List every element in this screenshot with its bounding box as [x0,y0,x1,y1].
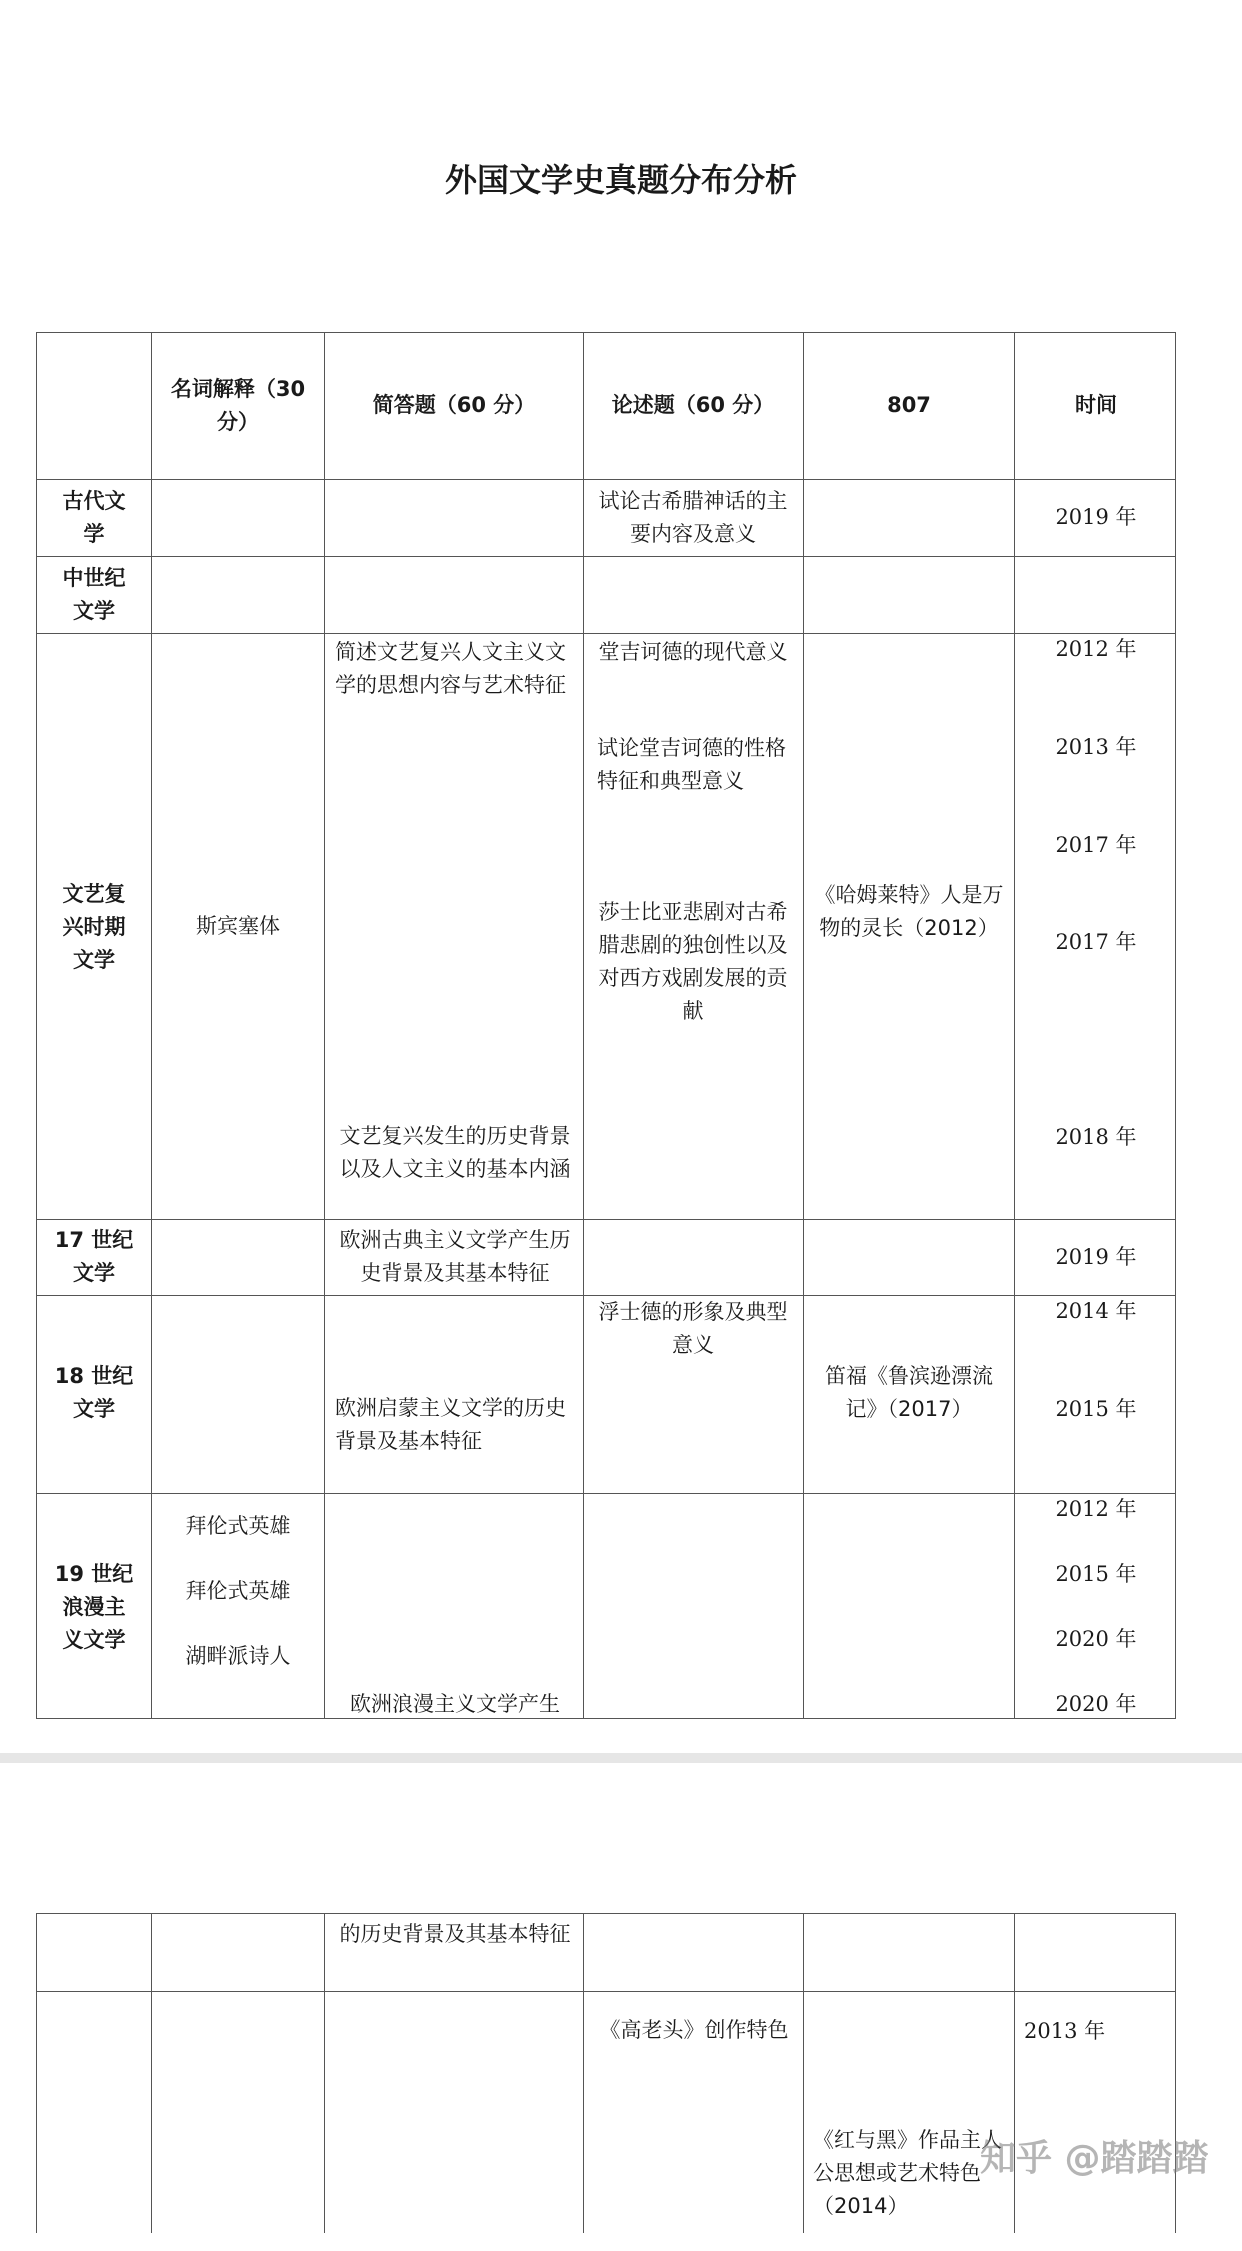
essay-cell: 试论古希腊神话的主要内容及意义 [598,489,788,546]
period-label: 古代文学 [62,489,126,546]
row-continued [37,1914,1175,1991]
period-label: 17 世纪文学 [54,1228,134,1285]
year-cell: 2017 年 [1055,930,1137,954]
year-cell: 2012 年 [1055,1497,1137,1521]
807-cell: 笛福《鲁滨逊漂流记》（2017） [825,1364,993,1421]
page-divider [0,1753,1242,1763]
header-807: 807 [887,393,931,417]
year-cell: 2020 年 [1055,1627,1137,1651]
year-cell: 2013 年 [1024,2019,1106,2043]
period-label: 中世纪文学 [62,566,126,623]
header-short: 简答题（60 分） [372,393,536,417]
row-medieval [37,556,1175,633]
year-cell: 2015 年 [1055,1562,1137,1586]
short-cell: 欧洲古典主义文学产生历史背景及其基本特征 [339,1228,571,1285]
term-cell: 斯宾塞体 [196,914,280,938]
essay-cell: 莎士比亚悲剧对古希腊悲剧的独创性以及对西方戏剧发展的贡献 [598,900,788,1023]
short-cell: 简述文艺复兴人文主义文学的思想内容与艺术特征 [335,640,566,697]
807-cell: 《哈姆莱特》人是万物的灵长（2012） [814,883,1004,940]
row-ancient [37,479,1175,556]
year-cell: 2017 年 [1055,833,1137,857]
essay-cell: 堂吉诃德的现代意义 [598,640,788,664]
year-cell: 2012 年 [1055,637,1137,661]
period-label: 文艺复兴时期文学 [62,882,126,972]
short-cell: 欧洲浪漫主义文学产生 [350,1692,560,1716]
term-cell: 拜伦式英雄 [185,1514,291,1538]
row-renaissance [37,633,1175,1219]
year-cell: 2013 年 [1055,735,1137,759]
row-19th-century-romanticism [37,1493,1175,1720]
term-cell: 拜伦式英雄 [185,1579,291,1603]
header-term: 名词解释（30分） [170,377,306,434]
year-cell: 2014 年 [1055,1299,1137,1323]
header-essay: 论述题（60 分） [611,393,775,417]
header-row [37,333,1175,479]
term-cell: 湖畔派诗人 [185,1644,291,1668]
page-title: 外国文学史真题分布分析 [444,161,797,199]
year-cell: 2015 年 [1055,1397,1137,1421]
short-cell: 欧洲启蒙主义文学的历史背景及基本特征 [335,1396,566,1453]
row-17th-century [37,1219,1175,1295]
exam-table [36,332,1176,1719]
essay-cell: 浮士德的形象及典型意义 [598,1300,788,1357]
row-continued-2 [37,1991,1175,2251]
watermark-text: 知乎 @踏踏踏 [980,2138,1209,2179]
exam-table-continued [36,1913,1176,2233]
period-label: 19 世纪浪漫主义文学 [54,1562,134,1652]
year-cell: 2020 年 [1055,1692,1137,1716]
short-cell: 文艺复兴发生的历史背景以及人文主义的基本内涵 [339,1124,571,1181]
period-label: 18 世纪文学 [54,1364,134,1421]
807-cell: 《红与黑》作品主人公思想或艺术特色（2014） [813,2128,1002,2218]
year-cell: 2018 年 [1055,1125,1137,1149]
year-cell: 2019 年 [1055,505,1137,529]
essay-cell: 试论堂吉诃德的性格特征和典型意义 [597,736,786,793]
header-year: 时间 [1075,393,1117,417]
row-18th-century [37,1295,1175,1493]
year-cell: 2019 年 [1055,1245,1137,1269]
short-cell: 的历史背景及其基本特征 [339,1922,571,1946]
essay-cell: 《高老头》创作特色 [599,2018,789,2042]
